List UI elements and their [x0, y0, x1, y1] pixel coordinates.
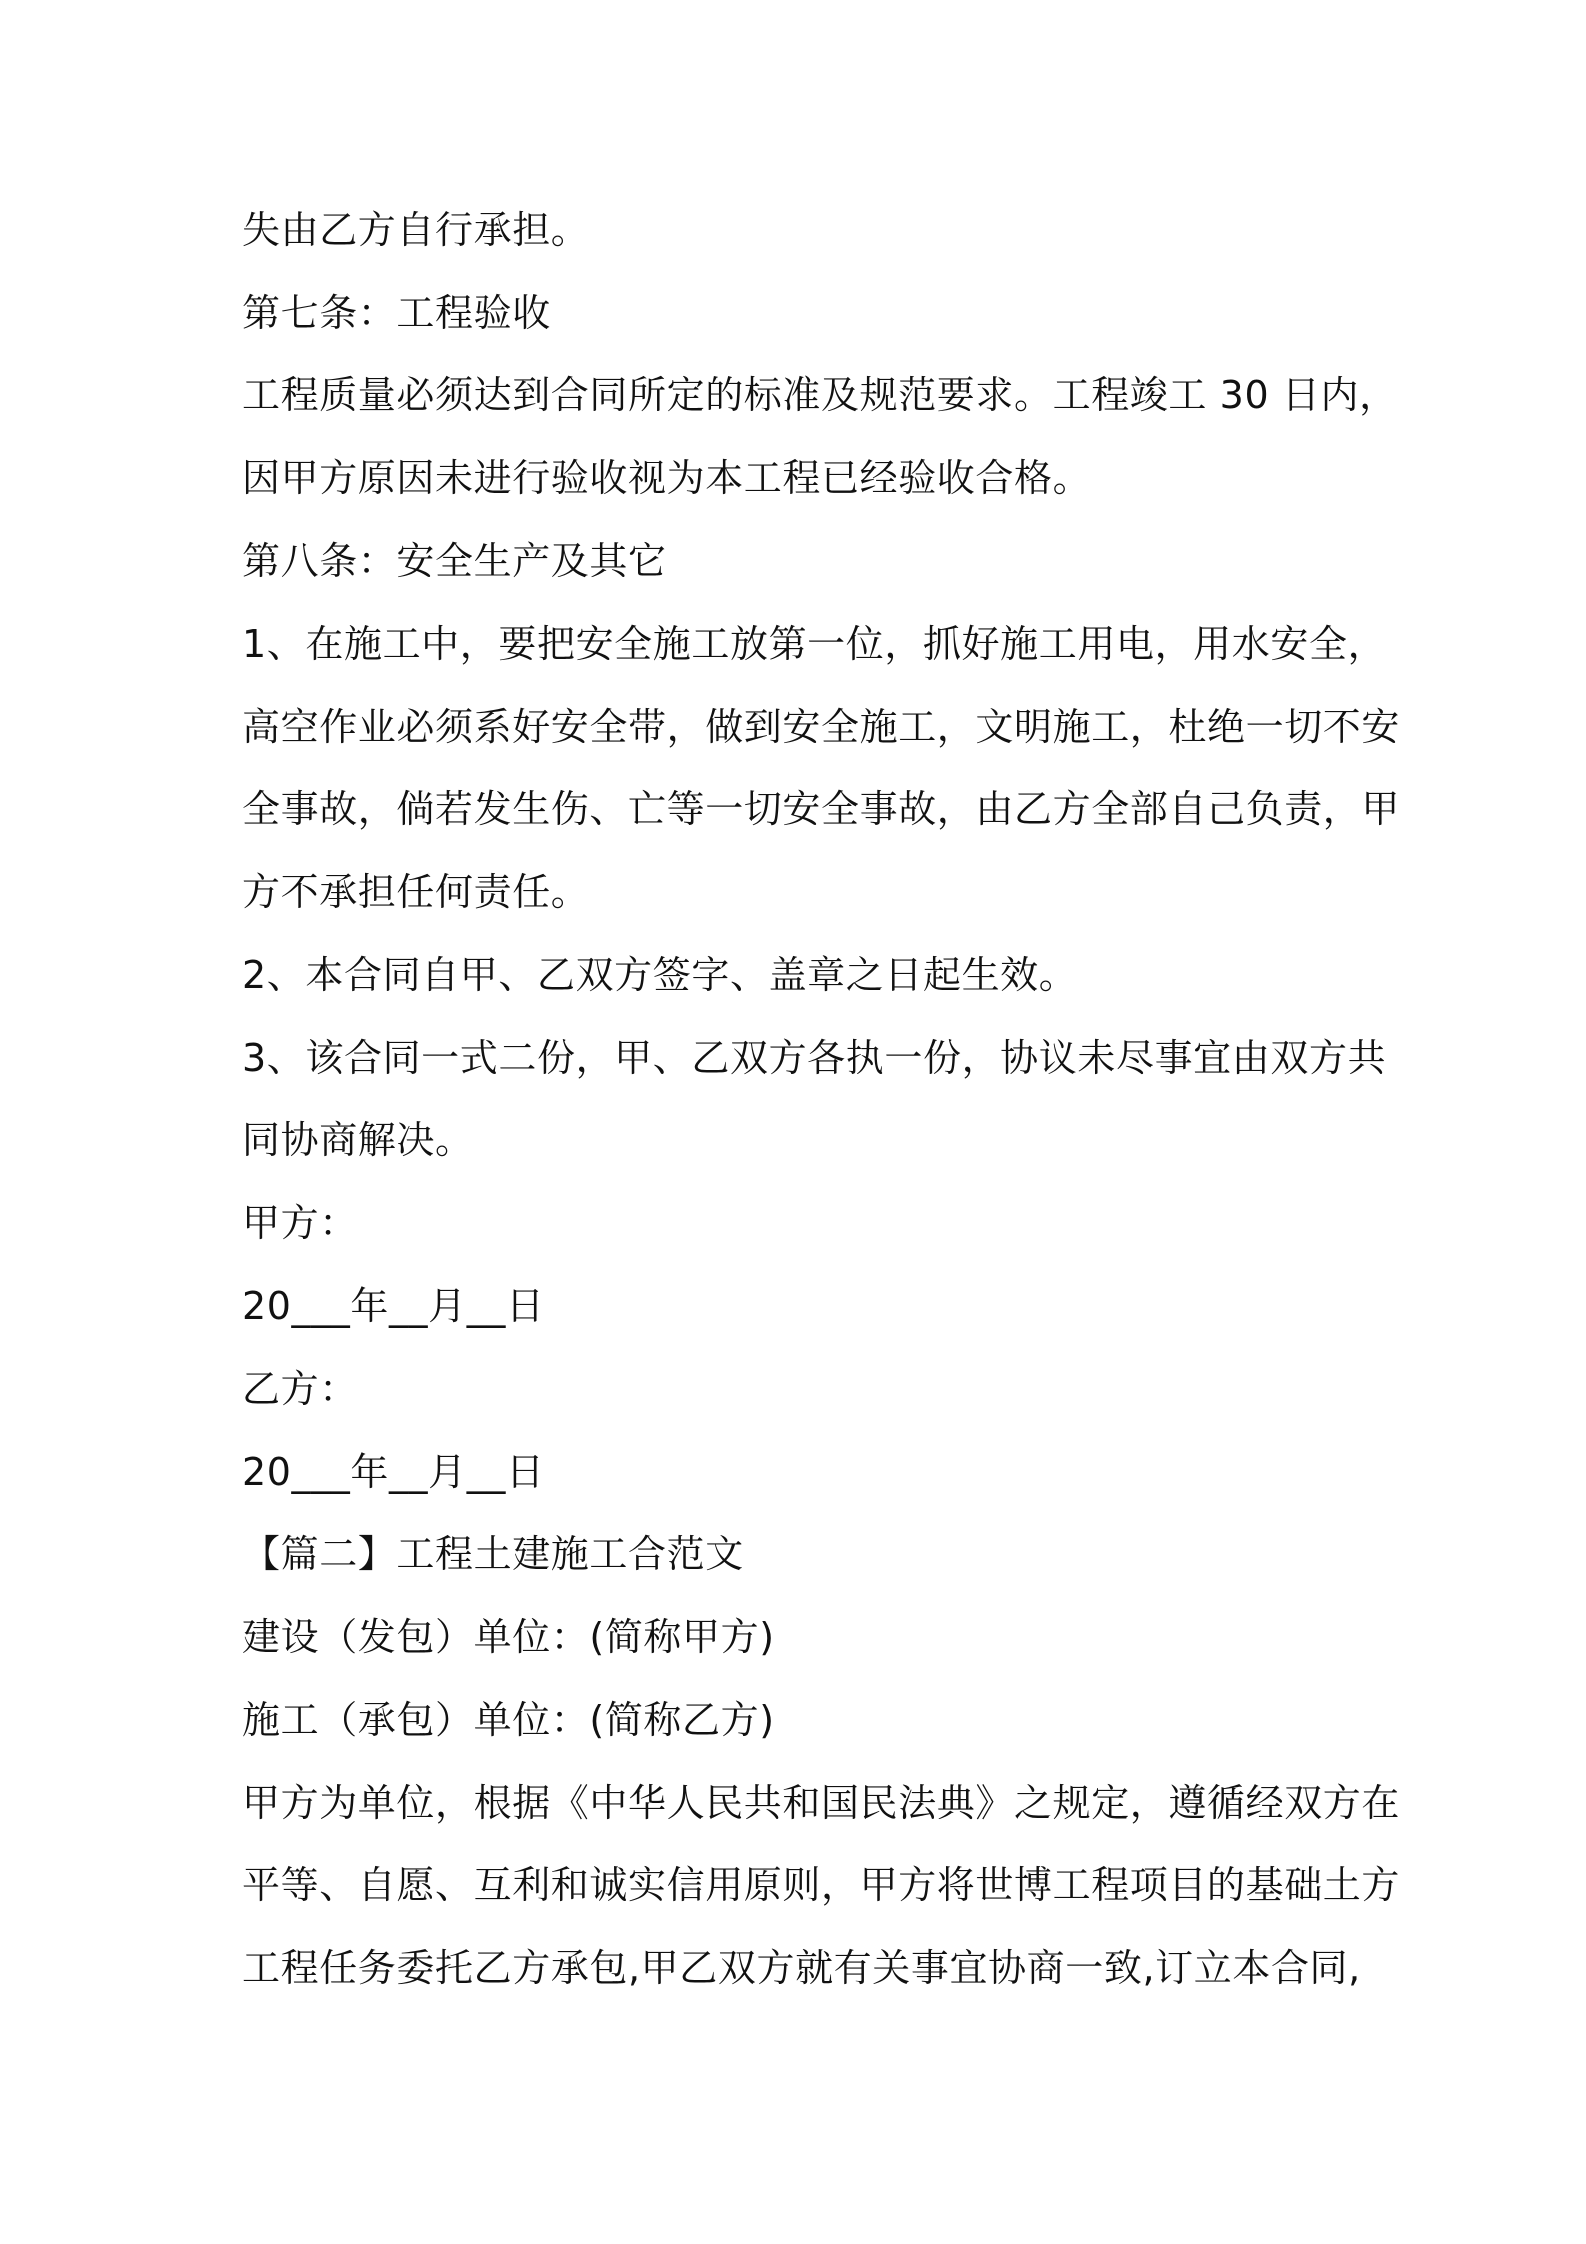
date-line: 20___年__月__日: [242, 1450, 545, 1494]
text-line: 2、本合同自甲、乙双方签字、盖章之日起生效。: [242, 953, 1078, 997]
text-line: 甲方为单位，根据《中华人民共和国民法典》之规定，遵循经双方在: [242, 1781, 1401, 1825]
text-line: 高空作业必须系好安全带，做到安全施工，文明施工，杜绝一切不安: [242, 705, 1401, 749]
section-heading-article-7: 第七条：工程验收: [242, 291, 551, 335]
text-line: 全事故，倘若发生伤、亡等一切安全事故，由乙方全部自己负责，甲: [242, 787, 1401, 831]
text-line: 3、该合同一式二份，甲、乙双方各执一份，协议未尽事宜由双方共: [242, 1036, 1387, 1080]
text-line: 方不承担任何责任。: [242, 870, 590, 914]
text-line: 1、在施工中，要把安全施工放第一位，抓好施工用电，用水安全，: [242, 622, 1387, 666]
text-line: 因甲方原因未进行验收视为本工程已经验收合格。: [242, 456, 1092, 500]
text-line: 施工（承包）单位：(简称乙方): [242, 1698, 775, 1742]
party-a-label: 甲方：: [242, 1201, 358, 1245]
text-line: 平等、自愿、互利和诚实信用原则，甲方将世博工程项目的基础土方: [242, 1863, 1401, 1907]
text-line: 工程质量必须达到合同所定的标准及规范要求。工程竣工 30 日内，: [242, 373, 1398, 417]
text-line: 工程任务委托乙方承包,甲乙双方就有关事宜协商一致,订立本合同,: [242, 1946, 1361, 1990]
section-heading-part-2: 【篇二】工程土建施工合范文: [242, 1532, 744, 1576]
text-line: 同协商解决。: [242, 1118, 474, 1162]
text-line: 失由乙方自行承担。: [242, 208, 590, 252]
section-heading-article-8: 第八条：安全生产及其它: [242, 539, 667, 583]
text-line: 建设（发包）单位：(简称甲方): [242, 1615, 775, 1659]
date-line: 20___年__月__日: [242, 1284, 545, 1328]
party-b-label: 乙方：: [242, 1367, 358, 1411]
